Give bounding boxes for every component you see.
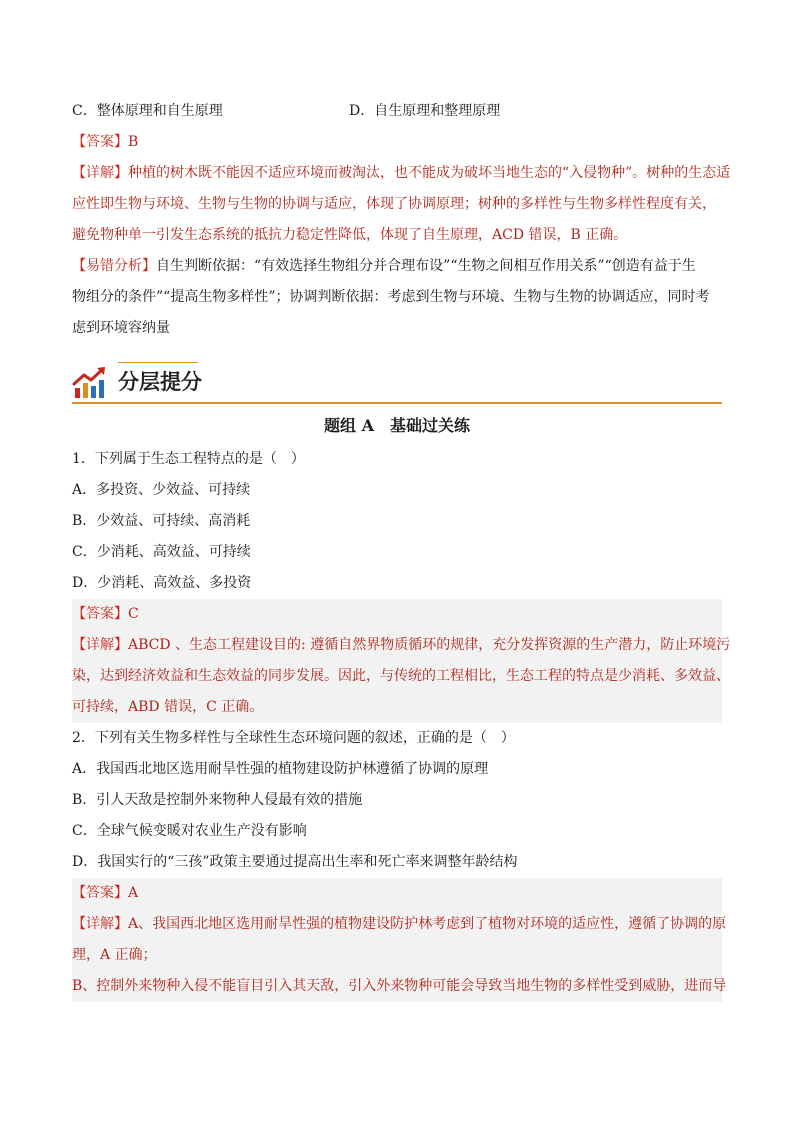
prev-option-d: D．自生原理和整理原理 <box>349 103 501 119</box>
answer-value: B <box>128 134 139 150</box>
q2-option-d: D．我国实行的“三孩”政策主要通过提高出生率和死亡率来调整年龄结构 <box>72 854 518 870</box>
analysis-tag: 【易错分析】 <box>72 258 156 274</box>
q2-option-b: B．引人天敌是控制外来物种人侵最有效的措施 <box>72 792 363 808</box>
q1-detail-line-3: 可持续，ABD 错误，C 正确。 <box>72 699 264 715</box>
q2-answer: 【答案】A <box>72 885 139 901</box>
prev-options-row <box>72 96 722 127</box>
chart-growth-icon <box>72 364 108 400</box>
q1-option-b: B．少效益、可持续、高消耗 <box>72 513 251 529</box>
q1-solution <box>72 599 731 723</box>
question-2 <box>72 723 727 1002</box>
q2-option-c: C．全球气候变暖对农业生产没有影响 <box>72 823 307 839</box>
section-title: 分层提分 <box>118 370 202 394</box>
prev-option-c: C．整体原理和自生原理 <box>72 103 223 119</box>
q2-detail-line-1: 【详解】A、我国西北地区选用耐旱性强的植物建设防护林考虑到了植物对环境的适应性，遵循了协调的原 <box>72 916 727 932</box>
prev-answer <box>72 127 722 158</box>
prev-analysis-line-3: 虑到环境容纳量 <box>72 320 170 336</box>
q2-solution <box>72 878 727 1002</box>
prev-analysis-line-2: 物组分的条件”“提高生物多样性”；协调判断依据：考虑到生物与环境、生物与生物的协调适应，同时考 <box>72 289 710 305</box>
q1-option-d: D．少消耗、高效益、多投资 <box>72 575 252 591</box>
q2-option-a: A．我国西北地区选用耐旱性强的植物建设防护林遵循了协调的原理 <box>72 761 489 777</box>
q2-stem: 2．下列有关生物多样性与全球性生态环境问题的叙述，正确的是（ ） <box>72 730 515 746</box>
question-1 <box>72 444 731 723</box>
q1-detail-line-2: 染，达到经济效益和生态效益的同步发展。因此，与传统的工程相比，生态工程的特点是少消耗、多效益、 <box>72 668 730 684</box>
prev-detail-line-3: 避免物种单一引发生态系统的抵抗力稳定性降低，体现了自生原理，ACD 错误，B 正确。 <box>72 227 628 243</box>
prev-detail-line-1: 【详解】种植的树木既不能因不适应环境而被淘汰，也不能成为破坏当地生态的“入侵物种”。树种的生态适 <box>72 165 731 181</box>
q1-option-a: A．多投资、少效益、可持续 <box>72 482 251 498</box>
q2-detail-line-3: B、控制外来物种入侵不能盲目引入其天敌，引入外来物种可能会导致当地生物的多样性受到威胁，进而导 <box>72 978 727 994</box>
prev-analysis-line-1: 【易错分析】自生判断依据：“有效选择生物组分并合理布设”“生物之间相互作用关系”“创造有益于生 <box>72 258 696 274</box>
title-accent-line <box>118 362 198 363</box>
group-title: 题组 A 基础过关练 <box>324 416 470 435</box>
q2-detail-line-2: 理，A 正确； <box>72 947 157 963</box>
section-header <box>72 362 722 404</box>
q1-option-c: C．少消耗、高效益、可持续 <box>72 544 251 560</box>
prev-detail-line-2: 应性即生物与环境、生物与生物的协调与适应，体现了协调原理；树种的多样性与生物多样性程度有关， <box>72 196 716 212</box>
q1-answer: 【答案】C <box>72 606 139 622</box>
answer-tag: 【答案】 <box>72 134 128 150</box>
document-page <box>72 96 731 1002</box>
prev-detail <box>72 158 731 251</box>
q1-stem: 1．下列属于生态工程特点的是（ ） <box>72 451 305 467</box>
detail-tag: 【详解】 <box>72 165 128 181</box>
prev-analysis <box>72 251 722 344</box>
q1-detail-line-1: 【详解】ABCD 、生态工程建设目的: 遵循自然界物质循环的规律，充分发挥资源的生产潜力，防止环境污 <box>72 637 731 653</box>
